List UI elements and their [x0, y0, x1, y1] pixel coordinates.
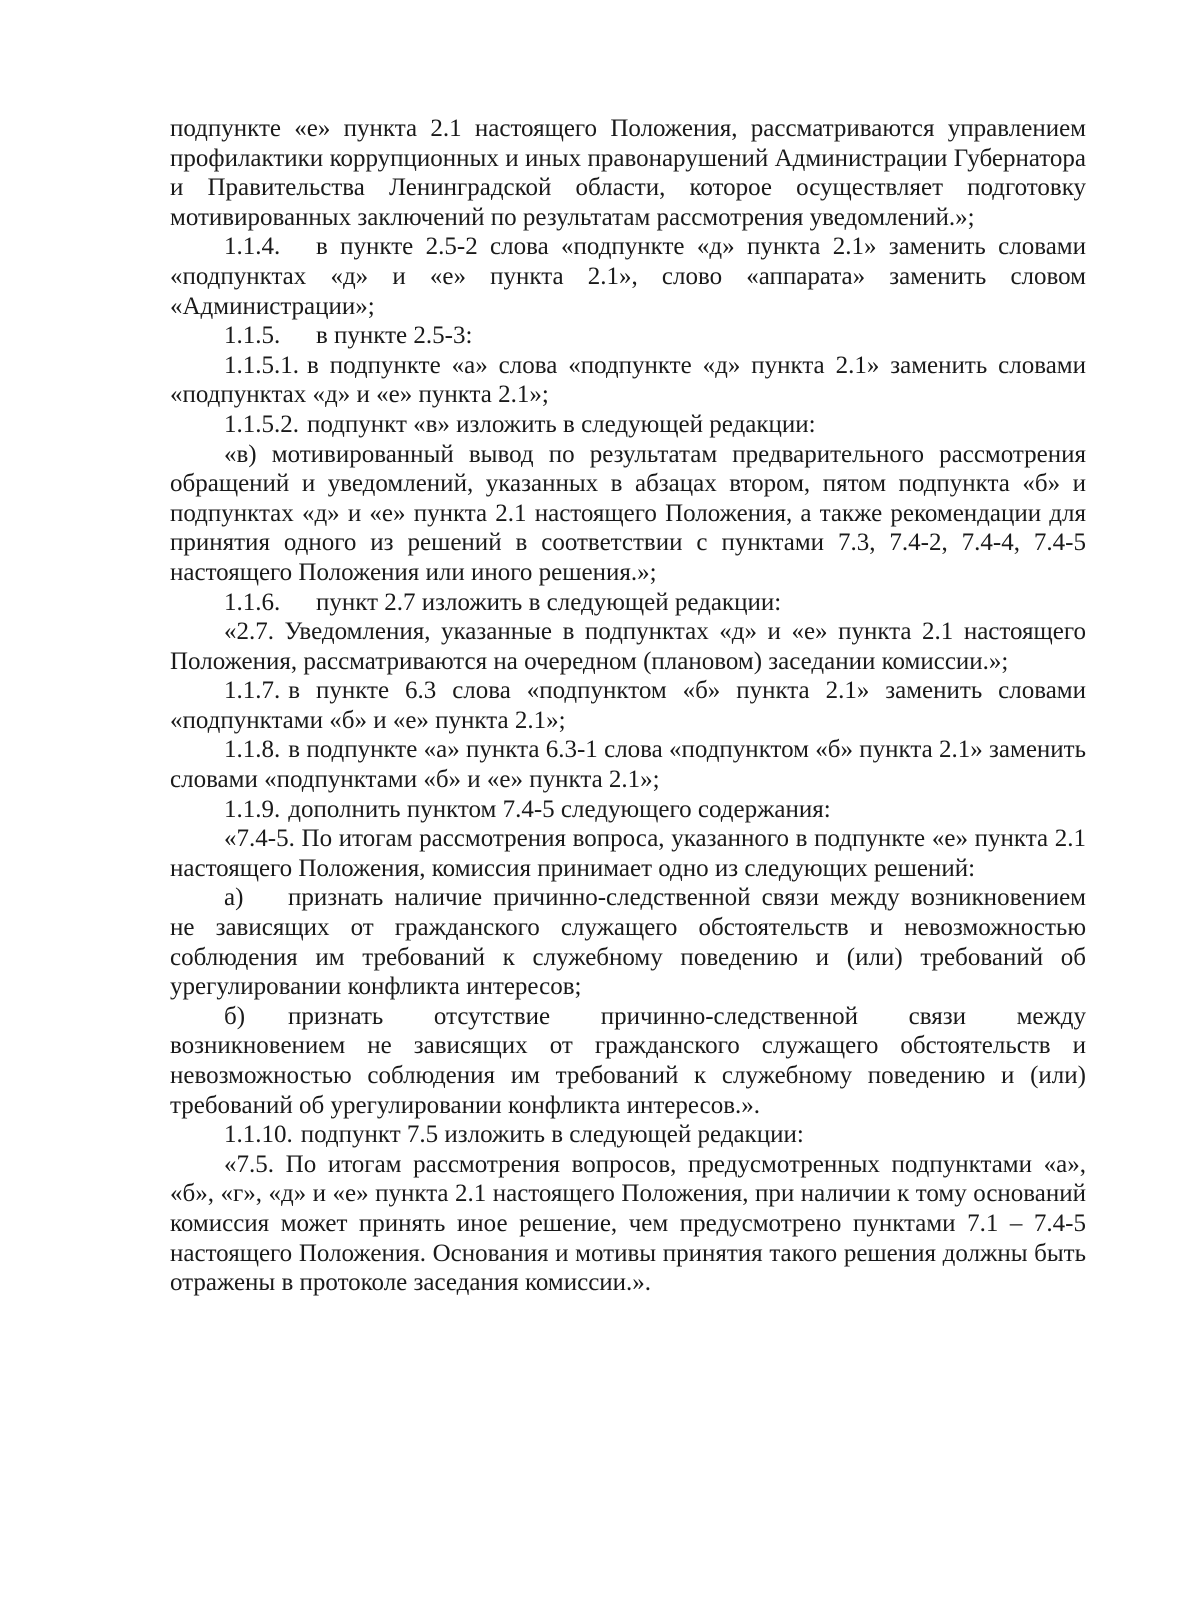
- item-number: 1.1.5.1.: [224, 351, 299, 379]
- document-page: [170, 114, 1086, 1298]
- item-number: 1.1.4.: [224, 233, 281, 261]
- item-number: 1.1.5.: [224, 322, 281, 350]
- subitem-a: [170, 883, 1086, 1001]
- item-text: в подпункте «а» слова «подпункте «д» пункта 2.1» заменить словами «подпунктах «д» и «е» пункта 2.1»;: [170, 351, 1086, 409]
- item-1-1-7: [170, 676, 1086, 735]
- item-text: дополнить пунктом 7.4-5 следующего содержания:: [288, 795, 831, 823]
- quoted-point-7-4-5: «7.4-5. По итогам рассмотрения вопроса, указанного в подпункте «е» пункта 2.1 настоящего Положения, комиссия принимает одно из следующих решений:: [170, 825, 1086, 882]
- item-number: 1.1.7.: [224, 677, 281, 705]
- item-1-1-6: [170, 588, 1086, 618]
- item-number: 1.1.5.2.: [224, 410, 299, 438]
- item-1-1-5-2: [170, 410, 1086, 440]
- item-text: пункт 2.7 изложить в следующей редакции:: [316, 588, 782, 616]
- item-letter: а): [224, 884, 244, 912]
- item-text: подпункт «в» изложить в следующей редакции:: [307, 410, 816, 438]
- item-1-1-9: [170, 795, 1086, 825]
- item-1-1-4: [170, 232, 1086, 321]
- item-text: в пункте 2.5-3:: [316, 322, 473, 350]
- item-number: 1.1.9.: [224, 795, 281, 823]
- item-number: 1.1.6.: [224, 588, 281, 616]
- item-text: признать наличие причинно-следственной связи между возникновением не зависящих от гражданского служащего обстоятельств и невозможностью соблюдения им требований к служебному поведению и (или) требований об урегулировании конфликта интересов;: [170, 884, 1086, 1001]
- quoted-subpoint-v: «в) мотивированный вывод по результатам предварительного рассмотрения обращений и уведомлений, указанных в абзацах втором, пятом подпункта «б» и подпунктах «д» и «е» пункта 2.1 настоящего Положения, а также рекомендации для принятия одного из решений в соответствии с пунктами 7.3, 7.4-2, 7.4-4, 7.4-5 настоящего Положения или иного решения.»;: [170, 440, 1086, 586]
- item-1-1-10: [170, 1120, 1086, 1150]
- item-text: в подпункте «а» пункта 6.3-1 слова «подпунктом «б» пункта 2.1» заменить словами «подпунктами «б» и «е» пункта 2.1»;: [170, 736, 1086, 794]
- paragraph-continuation: подпункте «е» пункта 2.1 настоящего Положения, рассматриваются управлением профилактики коррупционных и иных правонарушений Администрации Губернатора и Правительства Ленинградской области, которое осуществляет подготовку мотивированных заключений по результатам рассмотрения уведомлений.»;: [170, 115, 1086, 231]
- quoted-point-7-5: «7.5. По итогам рассмотрения вопросов, предусмотренных подпунктами «а», «б», «г», «д» и «е» пункта 2.1 настоящего Положения, при наличии к тому оснований комиссия может принять иное решение, чем предусмотрено пунктами 7.1 – 7.4-5 настоящего Положения. Основания и мотивы принятия такого решения должны быть отражены в протоколе заседания комиссии.».: [170, 1150, 1086, 1297]
- item-number: 1.1.8.: [224, 736, 281, 764]
- item-number: 1.1.10.: [224, 1121, 293, 1149]
- item-text: признать отсутствие причинно-следственной связи между возникновением не зависящих от гражданского служащего обстоятельств и невозможностью соблюдения им требований к служебному поведению и (или) требований об урегулировании конфликта интересов.».: [170, 1002, 1086, 1119]
- item-text: подпункт 7.5 изложить в следующей редакции:: [300, 1121, 804, 1149]
- item-1-1-5: [170, 321, 1086, 351]
- subitem-b: [170, 1002, 1086, 1120]
- item-1-1-5-1: [170, 351, 1086, 410]
- item-text: в пункте 2.5-2 слова «подпункте «д» пункта 2.1» заменить словами «подпунктах «д» и «е» пункта 2.1», слово «аппарата» заменить словом «Администрации»;: [170, 233, 1086, 320]
- item-text: в пункте 6.3 слова «подпунктом «б» пункта 2.1» заменить словами «подпунктами «б» и «е» пункта 2.1»;: [170, 677, 1086, 734]
- quoted-point-2-7: «2.7. Уведомления, указанные в подпунктах «д» и «е» пункта 2.1 настоящего Положения, рассматриваются на очередном (плановом) заседании комиссии.»;: [170, 618, 1086, 675]
- item-letter: б): [224, 1002, 246, 1030]
- item-1-1-8: [170, 735, 1086, 794]
